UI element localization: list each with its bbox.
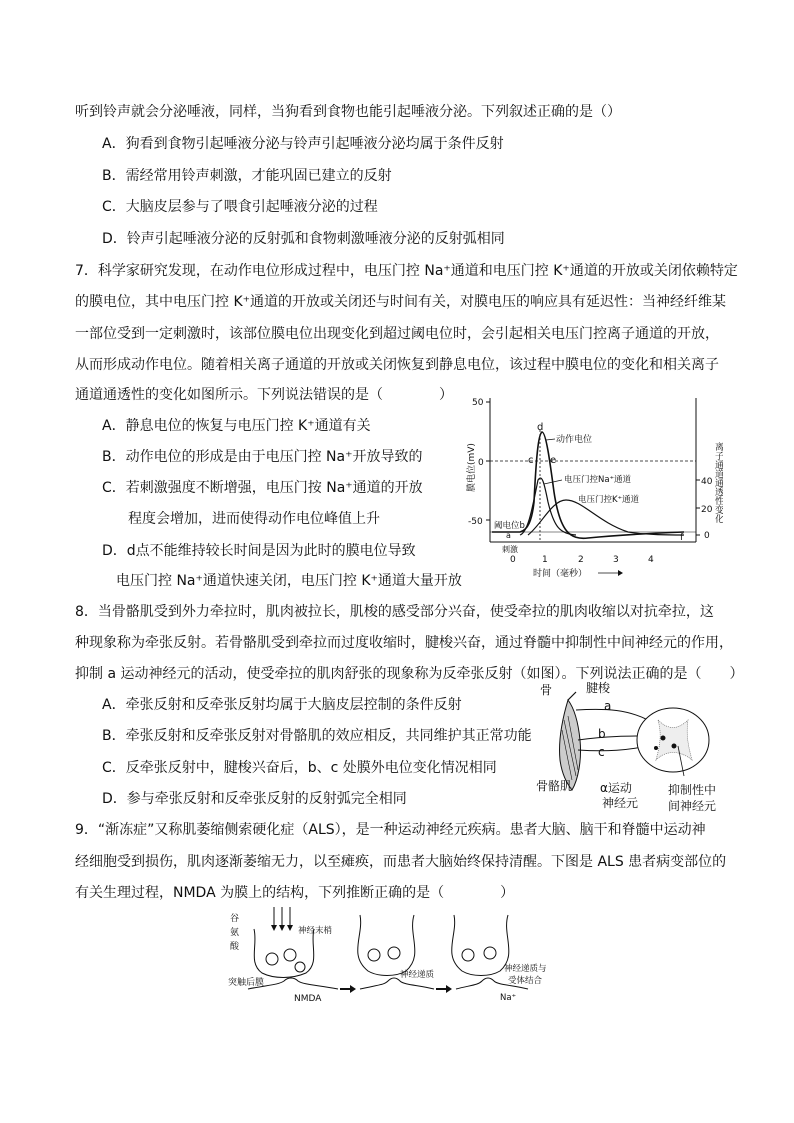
q6-option-c: C．大脑皮层参与了喂食引起唾液分泌的过程 [102,199,378,215]
label-alpha-motor-1: α运动 [600,781,632,795]
q7-option-c-line2: 程度会增加，进而使得动作电位峰值上升 [128,511,380,527]
label-action-potential: 动作电位 [556,435,593,445]
q8-option-c: C．反牵张反射中，腱梭兴奋后，b、c 处膜外电位变化情况相同 [102,760,497,776]
k-channel-curve [528,500,684,535]
na-channel-curve [520,478,576,535]
q8-reflex-figure [528,680,728,818]
q7-stem-line2: 的膜电位，其中电压门控 K⁺通道的开放或关闭还与时间有关，对膜电压的响应具有延迟性：当神经纤维某 [75,294,727,310]
q7-stem-line1: 7．科学家研究发现，在动作电位形成过程中，电压门控 Na⁺通道和电压门控 K⁺通道的开放或关闭依赖特定 [75,263,738,279]
q7-option-c-line1: C．若刺激强度不断增强，电压门按 Na⁺通道的开放 [102,480,423,496]
q7-stem-line3: 一部位受到一定刺激时，该部位膜电位出现变化到超过阈电位时，会引起相关电压门控离子通道的开放， [75,326,719,342]
right-tick-0: 0 [704,531,710,541]
label-interneuron-1: 抑制性中 [668,783,717,797]
x-tick-3: 3 [613,555,619,565]
q8-option-b: B．牵张反射和反牵张反射对骨骼肌的效应相反，共同维护其正常功能 [102,728,532,744]
q8-option-a: A．牵张反射和反牵张反射均属于大脑皮层控制的条件反射 [102,697,462,713]
q6-option-b: B．需经常用铃声刺激，才能巩固已建立的反射 [102,168,392,184]
q6-option-a: A．狗看到食物引起唾液分泌与铃声引起唾液分泌均属于条件反射 [102,136,504,152]
point-c: c [528,455,534,466]
label-stimulus: 刺激 [502,545,518,554]
label-binding-2: 受体结合 [508,976,543,986]
x-tick-2: 2 [578,555,584,565]
point-e: e [550,455,557,466]
left-tick-minus50: -50 [468,517,483,527]
x-tick-4: 4 [648,555,654,565]
q7-stem-line4: 从而形成动作电位。随着相关离子通道的开放或关闭恢复到静息电位，该过程中膜电位的变化和相关离子 [75,357,719,373]
point-d: d [537,422,544,433]
label-skeletal-muscle: 骨骼肌 [536,779,573,793]
q7-option-a: A．静息电位的恢复与电压门控 K⁺通道有关 [102,418,371,434]
q9-stem-line1: 9．“渐冻症”又称肌萎缩侧索硬化症（ALS），是一种运动神经元疾病。患者大脑、脑干和脊髓中运动神 [75,822,706,838]
x-axis-label: 时间（毫秒） [533,569,588,579]
label-alpha-motor-2: 神经元 [602,796,639,810]
muscle-shape [559,700,580,790]
label-bone: 骨 [540,683,553,697]
left-y-label: 膜电位(mV) [467,443,477,492]
q6-stem: 听到铃声就会分泌唾液，同样，当狗看到食物也能引起唾液分泌。下列叙述正确的是（） [75,104,621,120]
label-sodium: Na⁺ [500,993,517,1003]
q8-stem-line1: 8．当骨骼肌受到外力牵拉时，肌肉被拉长，肌梭的感受部分兴奋，使受牵拉的肌肉收缩以对抗牵拉，这 [75,604,714,620]
q9-synapse-figure [228,905,558,1005]
q9-stem-line2: 经细胞受到损伤，肌肉逐渐萎缩无力，以至瘫痪，而患者大脑始终保持清醒。下图是 ALS 患者病变部位的 [75,854,727,870]
q7-option-d-line2: 电压门控 Na⁺通道快速关闭，电压门控 K⁺通道大量开放 [116,573,462,589]
right-y-label: 离子通道通透性变化 [713,442,723,523]
label-tendon-organ: 腱梭 [586,681,611,695]
label-k-channel: 电压门控K⁺通道 [578,495,640,505]
label-postsynaptic-membrane: 突触后膜 [228,978,265,988]
q7-option-b: B．动作电位的形成是由于电压门控 Na⁺开放导致的 [102,449,423,465]
label-glu-2: 氨 [230,928,240,938]
x-tick-0: 0 [510,555,516,565]
left-tick-0: 0 [478,458,484,468]
point-a: a [506,531,511,540]
q6-option-d: D．铃声引起唾液分泌的反射弧和食物刺激唾液分泌的反射弧相同 [102,231,505,247]
right-tick-40: 40 [701,477,713,487]
q7-stem-line5: 通道通透性的变化如图所示。下列说法错误的是（ ） [75,387,453,403]
label-interneuron-2: 间神经元 [668,799,717,813]
label-glu-1: 谷 [230,914,240,924]
left-tick-50: 50 [472,398,484,408]
label-binding-1: 神经递质与 [504,964,547,974]
label-threshold: 阈电位b [494,521,525,531]
label-c: c [598,745,605,759]
right-tick-20: 20 [701,505,713,515]
label-nmda: NMDA [294,994,322,1004]
label-neurotransmitter: 神经递质 [400,970,435,980]
q7-membrane-potential-figure [458,392,723,582]
q8-stem-line3: 抑制 a 运动神经元的活动，使受牵拉的肌肉舒张的现象称为反牵张反射（如图）。下列说法正确的是（ ） [75,666,744,682]
label-a: a [604,699,612,713]
q7-option-d-line1: D．d点不能维持较长时间是因为此时的膜电位导致 [102,543,416,559]
q8-stem-line2: 种现象称为牵张反射。若骨骼肌受到牵拉而过度收缩时，腱梭兴奋，通过脊髓中抑制性中间神经元的作用， [75,635,733,651]
label-b: b [598,727,606,741]
label-na-channel: 电压门控Na⁺通道 [564,475,632,485]
q9-stem-line3: 有关生理过程，NMDA 为膜上的结构，下列推断正确的是（ ） [75,885,515,901]
x-tick-1: 1 [542,555,548,565]
label-nerve-terminal: 神经末梢 [298,926,333,936]
label-glu-3: 酸 [230,942,240,952]
point-f: f [680,533,684,543]
q8-option-d: D．参与牵张反射和反牵张反射的反射弧完全相同 [102,791,407,807]
